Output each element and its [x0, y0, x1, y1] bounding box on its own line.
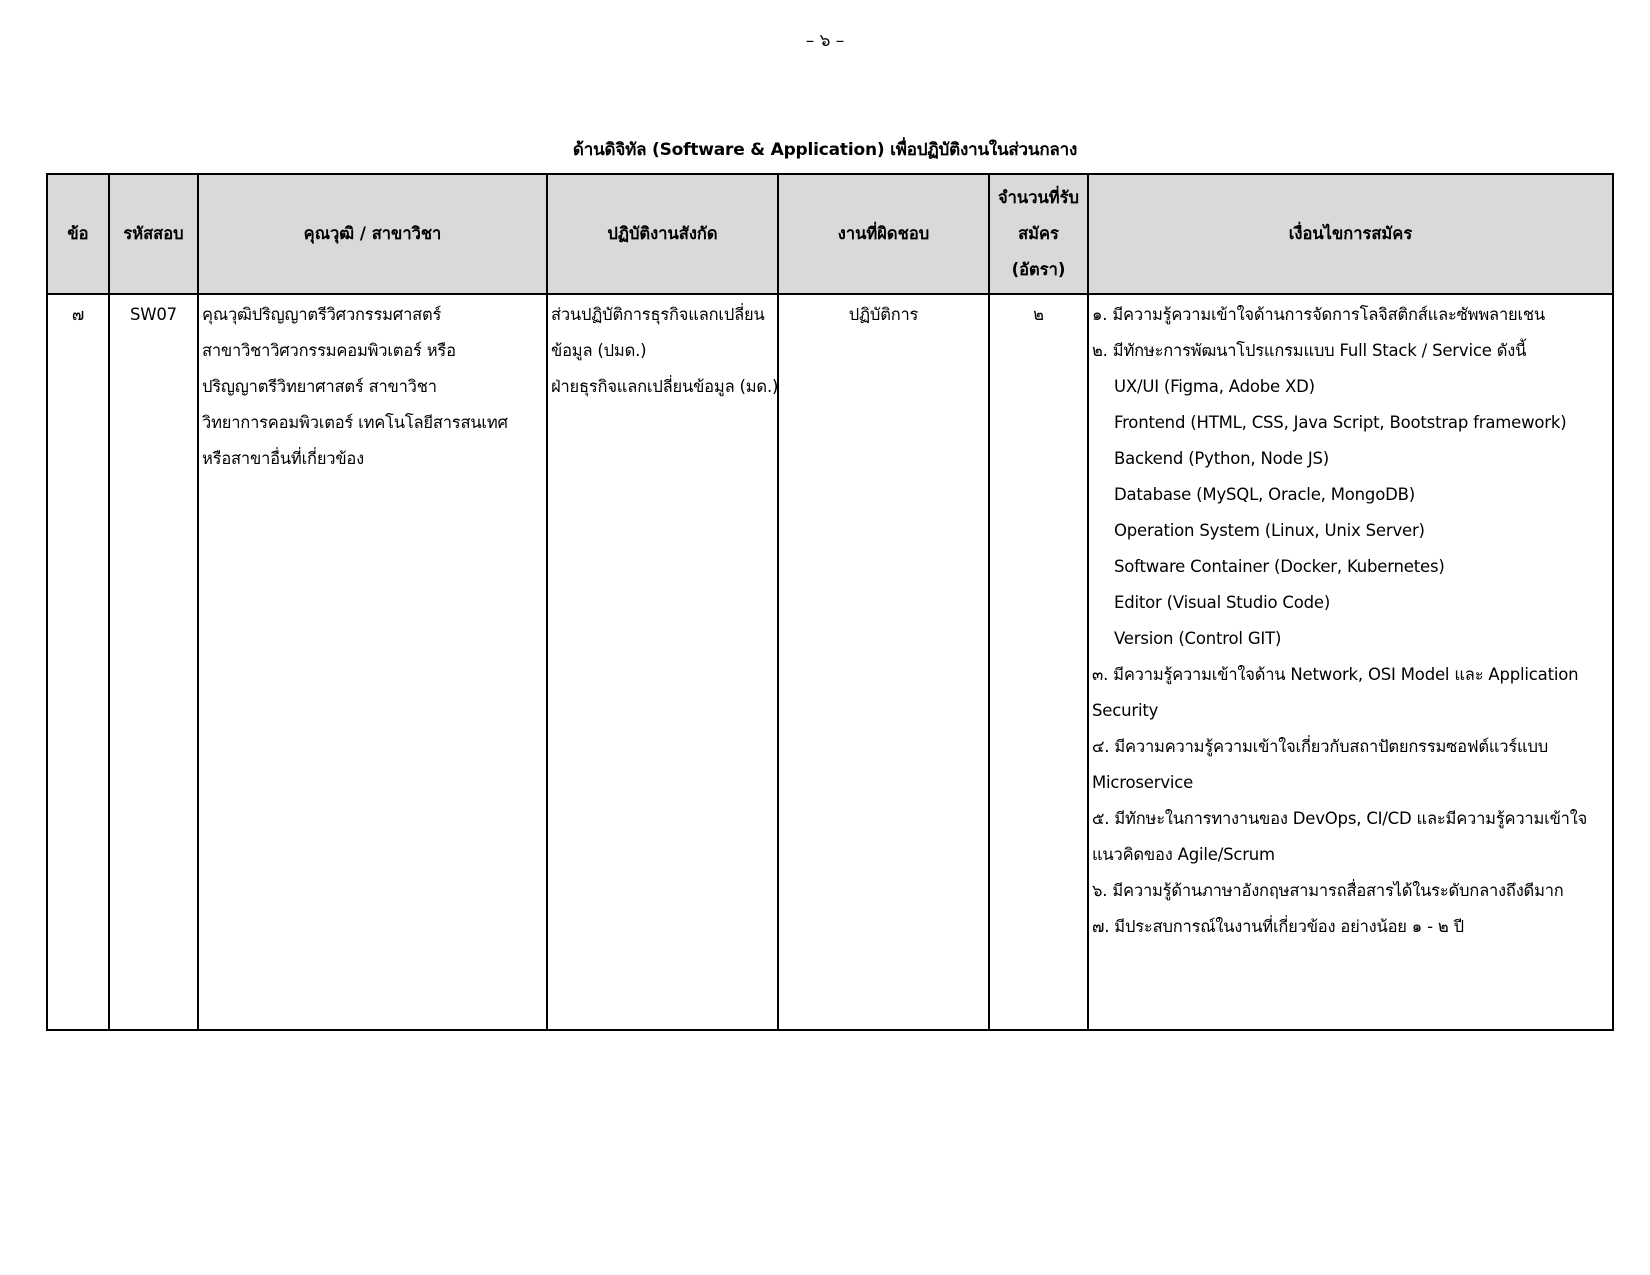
condition-line: Backend (Python, Node JS) — [1114, 449, 1330, 468]
qualification-line: วิทยาการคอมพิวเตอร์ เทคโนโลยีสารสนเทศ — [202, 413, 508, 432]
table-row — [47, 294, 1613, 1030]
condition-line: Microservice — [1092, 773, 1194, 792]
condition-line: ๗. มีประสบการณ์ในงานที่เกี่ยวข้อง อย่างน้อย ๑ - ๒ ปี — [1092, 917, 1464, 936]
header-positions — [989, 174, 1088, 294]
header-conditions: เงื่อนไขการสมัคร — [1088, 174, 1613, 294]
condition-line: UX/UI (Figma, Adobe XD) — [1114, 377, 1315, 396]
condition-line: ๒. มีทักษะการพัฒนาโปรแกรมแบบ Full Stack / Service ดังนี้ — [1092, 341, 1527, 360]
condition-line: ๑. มีความรู้ความเข้าใจด้านการจัดการโลจิสติกส์และซัพพลายเชน — [1092, 305, 1545, 324]
condition-line: ๓. มีความรู้ความเข้าใจด้าน Network, OSI Model และ Application — [1092, 665, 1579, 684]
qualification-line: คุณวุฒิปริญญาตรีวิศวกรรมศาสตร์ — [202, 305, 442, 324]
header-exam-code: รหัสสอบ — [109, 174, 198, 294]
table-header-row — [47, 174, 1613, 294]
condition-line: Database (MySQL, Oracle, MongoDB) — [1114, 485, 1415, 504]
header-responsibility: งานที่ผิดชอบ — [778, 174, 989, 294]
header-positions-line: (อัตรา) — [1011, 260, 1066, 279]
condition-line: Operation System (Linux, Unix Server) — [1114, 521, 1425, 540]
cell-responsibility: ปฏิบัติการ — [778, 294, 989, 1030]
condition-line: ๔. มีความความรู้ความเข้าใจเกี่ยวกับสถาปัตยกรรมซอฟต์แวร์แบบ — [1092, 737, 1549, 756]
condition-line: ๖. มีความรู้ด้านภาษาอังกฤษสามารถสื่อสารได้ในระดับกลางถึงดีมาก — [1092, 881, 1564, 900]
header-positions-line: สมัคร — [1018, 224, 1059, 243]
page-number: – ๖ – — [805, 31, 845, 51]
header-qualification: คุณวุฒิ / สาขาวิชา — [198, 174, 547, 294]
qualification-line: หรือสาขาอื่นที่เกี่ยวข้อง — [202, 449, 365, 468]
condition-line: Version (Control GIT) — [1114, 629, 1282, 648]
condition-line: แนวคิดของ Agile/Scrum — [1092, 845, 1275, 864]
department-line: ข้อมูล (ปมด.) — [551, 341, 647, 360]
header-positions-line: จำนวนที่รับ — [998, 188, 1079, 207]
position-table — [46, 173, 1614, 1031]
department-line: ฝ่ายธุรกิจแลกเปลี่ยนข้อมูล (มด.) — [551, 377, 779, 396]
condition-line: Editor (Visual Studio Code) — [1114, 593, 1331, 612]
condition-line: Frontend (HTML, CSS, Java Script, Bootstrap framework) — [1114, 413, 1567, 432]
qualification-line: ปริญญาตรีวิทยาศาสตร์ สาขาวิชา — [202, 377, 437, 396]
department-line: ส่วนปฏิบัติการธุรกิจแลกเปลี่ยน — [551, 305, 765, 324]
cell-positions: ๒ — [989, 294, 1088, 1030]
cell-conditions — [1088, 294, 1613, 1030]
qualification-line: สาขาวิชาวิศวกรรมคอมพิวเตอร์ หรือ — [202, 341, 456, 360]
header-department: ปฏิบัติงานสังกัด — [547, 174, 778, 294]
condition-line: Security — [1092, 701, 1159, 720]
condition-line: ๕. มีทักษะในการทางานของ DevOps, CI/CD และมีความรู้ความเข้าใจ — [1092, 809, 1588, 828]
header-no: ข้อ — [47, 174, 109, 294]
cell-no: ๗ — [47, 294, 109, 1030]
cell-department — [547, 294, 778, 1030]
cell-qualification — [198, 294, 547, 1030]
document-title: ด้านดิจิทัล (Software & Application) เพื่อปฏิบัติงานในส่วนกลาง — [572, 140, 1078, 160]
cell-exam-code: SW07 — [109, 294, 198, 1030]
condition-line: Software Container (Docker, Kubernetes) — [1114, 557, 1445, 576]
